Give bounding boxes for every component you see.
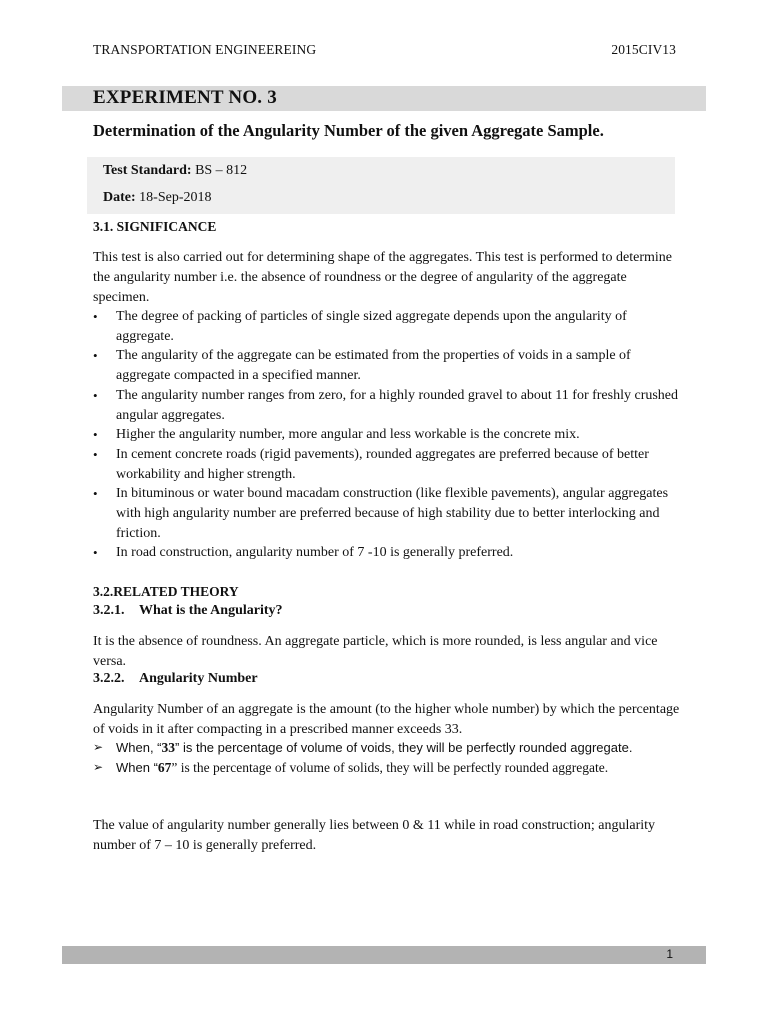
bullet-icon: • xyxy=(93,427,98,443)
list-item: ➢ When “67” is the percentage of volume of solids, they will be perfectly rounded aggregate. xyxy=(93,758,683,778)
subsection-angularity-heading xyxy=(93,603,283,619)
header-course: TRANSPORTATION ENGINEEREING xyxy=(93,42,317,57)
date-row xyxy=(103,190,211,206)
list-item: • In cement concrete roads (rigid pavements), rounded aggregates are preferred because of better workability and higher strength. xyxy=(93,446,649,482)
list-item: • The degree of packing of particles of single sized aggregate depends upon the angularity of aggregate. xyxy=(93,309,627,344)
bullet-icon: • xyxy=(93,387,98,403)
significance-intro: This test is also carried out for determining shape of the aggregates. This test is performed to determine the angularity number i.e. the absence of roundness or the degree of angularity of the aggregate specimen. xyxy=(93,250,673,305)
list-item: • The angularity of the aggregate can be estimated from the properties of voids in a sample of aggregate compacted in a specified manner. xyxy=(93,348,631,384)
list-item: ➢ When, “33” is the percentage of volume of voids, they will be perfectly rounded aggregate. xyxy=(93,738,683,758)
bullet-icon: • xyxy=(93,446,98,462)
test-standard-label: Test Standard: xyxy=(103,163,192,178)
arrow-list xyxy=(93,738,683,777)
section-significance-heading: 3.1. SIGNIFICANCE xyxy=(93,219,217,234)
subsection-number: 3.2.2. xyxy=(93,671,125,686)
list-item: • In road construction, angularity number of 7 -10 is generally preferred. xyxy=(93,543,683,563)
date-label: Date: xyxy=(103,190,136,205)
significance-bullet-list xyxy=(93,307,683,563)
header-roll-number: 2015CIV13 xyxy=(611,42,676,57)
subsection-title: What is the Angularity? xyxy=(139,603,283,618)
closing-paragraph: The value of angularity number generally lies between 0 & 11 while in road construction; angularity number of 7 – 10 is generally preferred. xyxy=(93,818,656,853)
angularity-definition: It is the absence of roundness. An aggregate particle, which is more rounded, is less angular and vice versa. xyxy=(93,634,658,669)
subsection-number: 3.2.1. xyxy=(93,603,125,618)
page-number: 1 xyxy=(666,947,673,961)
test-standard-row xyxy=(103,163,247,179)
experiment-title: EXPERIMENT NO. 3 xyxy=(93,87,277,108)
footer-bar xyxy=(62,946,706,964)
list-item: • The angularity number ranges from zero, for a highly rounded gravel to about 11 for freshly crushed angular aggregates. xyxy=(93,387,679,423)
list-item: • Higher the angularity number, more angular and less workable is the concrete mix. xyxy=(93,425,683,445)
angularity-number-definition: Angularity Number of an aggregate is the amount (to the higher whole number) by which the percentage of voids in it after compacting in a prescribed manner exceeds 33. xyxy=(93,702,680,737)
section-theory-heading: 3.2.RELATED THEORY xyxy=(93,584,239,599)
bullet-icon: • xyxy=(93,545,98,561)
experiment-banner xyxy=(62,86,706,111)
arrow-bullet-icon: ➢ xyxy=(93,740,104,754)
date-value: 18-Sep-2018 xyxy=(135,190,212,205)
test-standard-value: BS – 812 xyxy=(191,163,248,178)
document-title: Determination of the Angularity Number of the given Aggregate Sample. xyxy=(93,121,604,140)
bullet-icon: • xyxy=(93,309,98,324)
list-item: • In bituminous or water bound macadam construction (like flexible pavements), angular aggregates with high angularity number are preferred because of high stability due to better interlocking and friction. xyxy=(93,486,669,541)
bullet-icon: • xyxy=(93,348,98,364)
subsection-angularity-number-heading xyxy=(93,671,258,687)
bullet-icon: • xyxy=(93,486,98,502)
subsection-title: Angularity Number xyxy=(139,671,258,686)
test-info-box xyxy=(87,157,675,214)
arrow-bullet-icon: ➢ xyxy=(93,759,104,774)
